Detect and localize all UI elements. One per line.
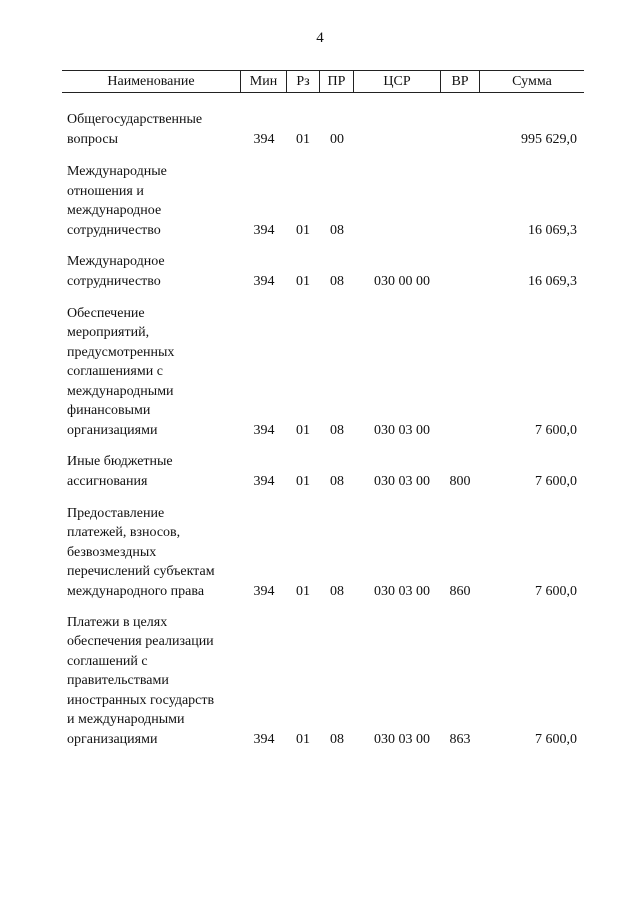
row-pr: 08 [330, 422, 344, 438]
row-rz: 01 [296, 422, 310, 438]
row-min: 394 [253, 131, 275, 147]
row-sum: 7 600,0 [535, 422, 577, 438]
row-csr: 030 00 00 [374, 273, 430, 289]
row-name: Общегосударственные вопросы [67, 112, 203, 147]
row-pr: 00 [330, 131, 344, 147]
table-row [62, 613, 584, 749]
row-sum: 7 600,0 [535, 731, 577, 747]
column-header-sum: Сумма [512, 74, 552, 89]
row-csr: 030 03 00 [374, 583, 430, 599]
row-name: Иные бюджетные ассигнования [67, 454, 173, 489]
row-rz: 01 [296, 583, 310, 599]
table-row [62, 504, 584, 601]
row-csr: 030 03 00 [374, 422, 430, 438]
row-pr: 08 [330, 583, 344, 599]
row-rz: 01 [296, 473, 310, 489]
row-pr: 08 [330, 473, 344, 489]
column-header-rz: Рз [296, 74, 310, 89]
row-sum: 995 629,0 [521, 131, 577, 147]
row-rz: 01 [296, 273, 310, 289]
table-row [62, 162, 584, 240]
row-name: Международные отношения и международное сотрудничество [67, 164, 167, 238]
row-vr: 800 [449, 473, 471, 489]
column-header-csr: ЦСР [383, 74, 411, 89]
column-header-min: Мин [249, 74, 278, 89]
row-name: Платежи в целях обеспечения реализации соглашений с правительствами иностранных государств и международными организациями [67, 614, 215, 747]
row-sum: 16 069,3 [528, 222, 577, 238]
row-sum: 7 600,0 [535, 473, 577, 489]
column-header-name: Наименование [107, 74, 195, 89]
row-rz: 01 [296, 731, 310, 747]
page-number: 4 [316, 30, 324, 46]
row-rz: 01 [296, 131, 310, 147]
row-min: 394 [253, 422, 275, 438]
column-header-vr: ВР [451, 74, 469, 89]
table-row [62, 110, 584, 149]
column-header-pr: ПР [327, 74, 346, 89]
row-pr: 08 [330, 222, 344, 238]
row-name: Международное сотрудничество [67, 254, 165, 289]
row-csr: 030 03 00 [374, 473, 430, 489]
row-name: Предоставление платежей, взносов, безвозмездных перечислений субъектам международного права [67, 505, 215, 599]
row-csr: 030 03 00 [374, 731, 430, 747]
row-min: 394 [253, 731, 275, 747]
table-header [62, 70, 584, 93]
row-vr: 860 [449, 583, 471, 599]
row-name: Обеспечение мероприятий, предусмотренных соглашениями с международными финансовыми организациями [67, 305, 175, 438]
row-min: 394 [253, 583, 275, 599]
row-rz: 01 [296, 222, 310, 238]
table-row [62, 304, 584, 440]
table-row [62, 252, 584, 291]
row-vr: 863 [449, 731, 471, 747]
row-pr: 08 [330, 273, 344, 289]
row-sum: 7 600,0 [535, 583, 577, 599]
row-min: 394 [253, 273, 275, 289]
row-min: 394 [253, 222, 275, 238]
row-min: 394 [253, 473, 275, 489]
row-sum: 16 069,3 [528, 273, 577, 289]
table-row [62, 452, 584, 491]
row-pr: 08 [330, 731, 344, 747]
